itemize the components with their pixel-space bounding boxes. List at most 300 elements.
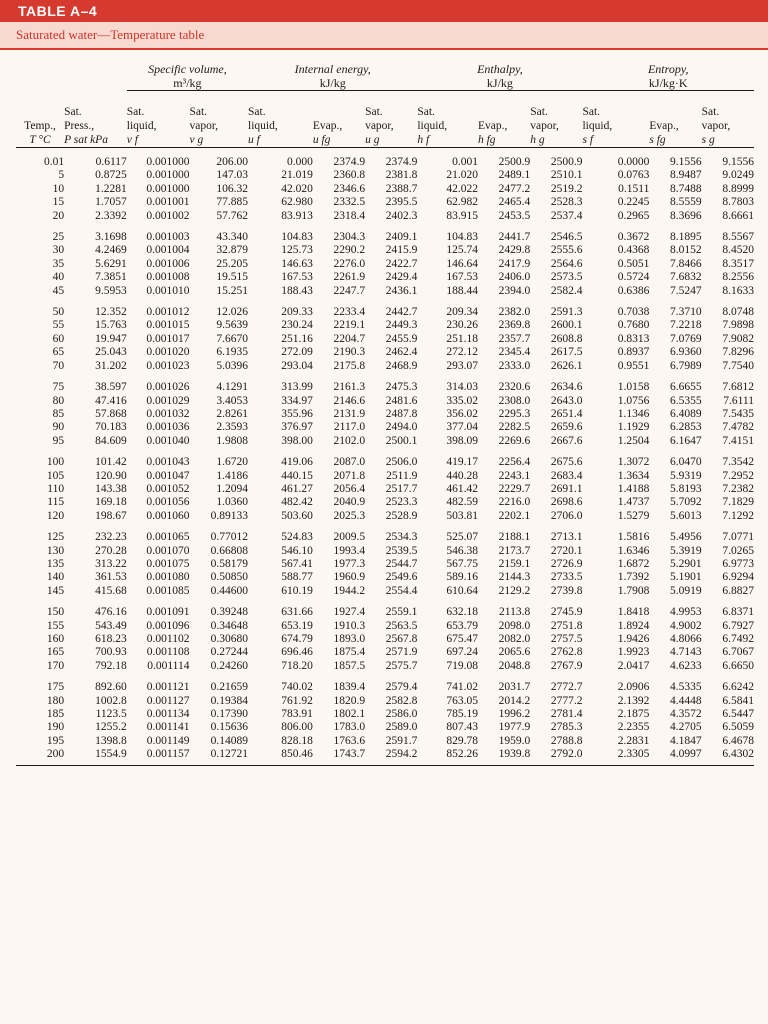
value-cell: 2528.9 (385, 509, 418, 522)
value-cell: 674.79 (281, 633, 313, 645)
value-cell: 4.1291 (216, 381, 249, 394)
value-cell: 719.08 (446, 659, 478, 672)
table-row (16, 435, 754, 448)
column-header-line (16, 105, 64, 119)
value-cell: 1123.5 (95, 708, 127, 721)
temperature-cell: 100 (46, 456, 65, 469)
value-cell: 0.001091 (146, 606, 190, 619)
value-cell: 8.3696 (670, 209, 702, 222)
temperature-cell: 60 (52, 332, 65, 345)
value-cell: 251.18 (446, 332, 478, 345)
table-row (16, 223, 754, 244)
value-cell: 0.001023 (146, 359, 190, 372)
value-cell: 198.67 (95, 509, 127, 522)
value-cell: 2188.1 (498, 531, 531, 544)
value-cell: 125.74 (446, 244, 478, 257)
value-cell: 2582.4 (550, 284, 583, 297)
value-cell: 5.2901 (670, 557, 702, 570)
value-cell: 1.0158 (617, 381, 650, 394)
value-cell: 104.83 (281, 231, 313, 244)
temperature-cell: 190 (46, 721, 65, 734)
value-cell: 2586.0 (385, 708, 418, 721)
value-cell: 2651.4 (550, 407, 583, 420)
value-cell: 7.0771 (722, 531, 754, 544)
value-cell: 2511.9 (386, 469, 418, 482)
value-cell: 4.4448 (670, 694, 702, 707)
value-cell: 7.6812 (722, 381, 754, 394)
temperature-cell: 75 (52, 381, 65, 394)
column-header-line: h fg (477, 134, 496, 146)
column-header (649, 105, 701, 148)
value-cell: 0.001060 (146, 509, 190, 522)
value-cell: 0.001000 (146, 169, 190, 182)
value-cell: 2065.6 (498, 646, 531, 659)
value-cell: 0.001040 (146, 434, 190, 447)
value-cell: 1.2281 (95, 182, 127, 195)
table-row (16, 523, 754, 544)
value-cell: 2360.8 (333, 169, 366, 182)
value-cell: 588.77 (281, 571, 313, 584)
value-cell: 2523.3 (385, 496, 418, 509)
value-cell: 482.59 (446, 496, 478, 509)
value-cell: 0.1511 (618, 182, 650, 195)
value-cell: 21.019 (281, 169, 313, 182)
value-cell: 2564.6 (550, 257, 583, 270)
value-cell: 2594.2 (365, 748, 417, 765)
value-cell: 2792.0 (530, 748, 582, 765)
value-cell: 2462.4 (385, 346, 418, 359)
column-header (478, 105, 530, 148)
value-cell: 2777.2 (550, 694, 583, 707)
value-cell: 440.15 (281, 469, 313, 482)
value-cell: 3.4053 (216, 394, 249, 407)
value-cell: 1.8418 (617, 606, 650, 619)
value-cell: 546.38 (446, 544, 478, 557)
value-cell: 6.5355 (670, 394, 702, 407)
column-header-line (649, 105, 701, 119)
value-cell: 4.5335 (670, 681, 702, 694)
value-cell: 0.001003 (146, 231, 190, 244)
value-cell: 377.04 (446, 421, 478, 434)
value-cell: 9.1556 (670, 156, 702, 168)
value-cell: 7.9898 (722, 319, 754, 332)
value-cell: 2489.1 (498, 169, 531, 182)
value-cell: 2500.9 (498, 156, 531, 168)
value-cell: 2739.8 (550, 584, 583, 597)
value-cell: 1398.8 (95, 734, 127, 747)
value-cell: 7.3542 (722, 456, 754, 469)
table-id-banner: TABLE A–4 (0, 0, 768, 22)
value-cell: 2098.0 (498, 619, 531, 632)
value-cell: 2.0906 (617, 681, 650, 694)
value-cell: 270.28 (95, 544, 127, 557)
value-cell: 8.1895 (670, 231, 702, 244)
value-cell: 19.947 (95, 332, 127, 345)
value-cell: 2406.0 (498, 271, 531, 284)
value-cell: 761.92 (281, 694, 313, 707)
value-cell: 1.0360 (216, 496, 249, 509)
value-cell: 2494.0 (385, 421, 418, 434)
column-header (189, 105, 248, 148)
value-cell: 2415.9 (385, 244, 418, 257)
table-body (16, 148, 754, 766)
value-cell: 6.9294 (722, 571, 754, 584)
temperature-cell: 65 (52, 346, 65, 359)
value-cell: 355.96 (281, 407, 313, 420)
value-cell: 806.00 (281, 721, 313, 734)
value-cell: 6.6655 (670, 381, 702, 394)
value-cell: 0.8937 (617, 346, 650, 359)
value-cell: 2308.0 (498, 394, 531, 407)
value-cell: 2290.2 (333, 244, 366, 257)
value-cell: 7.3851 (95, 271, 127, 284)
value-cell: 2422.7 (385, 257, 418, 270)
value-cell: 2683.4 (550, 469, 583, 482)
value-cell: 1.8924 (617, 619, 650, 632)
value-cell: 2546.5 (550, 231, 583, 244)
value-cell: 0.9551 (617, 359, 650, 372)
value-cell: 47.416 (95, 394, 127, 407)
value-cell: 0.001004 (146, 244, 190, 257)
value-cell: 2600.1 (550, 319, 583, 332)
value-cell: 1820.9 (333, 694, 366, 707)
temperature-cell: 45 (52, 284, 65, 297)
value-cell: 1.9808 (216, 434, 249, 447)
value-cell: 6.7989 (670, 359, 702, 372)
value-cell: 314.03 (446, 381, 478, 394)
value-cell: 0.001008 (146, 271, 190, 284)
value-cell: 4.8066 (670, 633, 702, 645)
value-cell: 2544.7 (385, 557, 418, 570)
value-cell: 6.1935 (216, 346, 249, 359)
value-cell: 9.1556 (722, 156, 754, 168)
value-cell: 1.2504 (617, 434, 650, 447)
value-cell: 0.001127 (146, 694, 190, 707)
value-cell: 0.4368 (617, 244, 650, 257)
value-cell: 2713.1 (550, 531, 583, 544)
value-cell: 0.44600 (210, 584, 249, 597)
temperature-cell: 35 (52, 257, 65, 270)
value-cell: 2455.9 (385, 332, 418, 345)
value-cell: 7.5247 (670, 284, 702, 297)
temperature-cell: 105 (46, 469, 65, 482)
column-header-line: s g (701, 134, 715, 146)
value-cell: 376.97 (281, 421, 313, 434)
value-cell: 2202.1 (498, 509, 531, 522)
value-cell: 2582.8 (385, 694, 418, 707)
value-cell: 209.33 (281, 306, 313, 319)
temperature-cell: 140 (46, 571, 65, 584)
value-cell: 852.26 (417, 748, 478, 765)
table-row (16, 360, 754, 373)
table-row (16, 395, 754, 408)
value-cell: 2261.9 (333, 271, 366, 284)
value-cell: 1.1929 (617, 421, 650, 434)
value-cell: 7.3710 (670, 306, 702, 319)
value-cell: 0.3672 (617, 231, 650, 244)
temperature-cell: 90 (52, 421, 65, 434)
table-row (16, 620, 754, 633)
column-header-line: liquid, (126, 120, 157, 132)
column-header-line: T °C (29, 134, 51, 146)
value-cell: 0.0000 (617, 156, 650, 168)
value-cell: 5.6291 (95, 257, 127, 270)
value-cell: 696.46 (281, 646, 313, 659)
table-row (16, 298, 754, 319)
value-cell: 2320.6 (498, 381, 531, 394)
value-cell: 83.913 (281, 209, 313, 222)
value-cell: 6.0470 (670, 456, 702, 469)
value-cell: 2429.8 (498, 244, 531, 257)
value-cell: 2528.3 (550, 196, 583, 209)
value-cell: 2247.7 (333, 284, 366, 297)
value-cell: 2549.6 (385, 571, 418, 584)
column-header (16, 105, 64, 148)
value-cell: 2429.4 (385, 271, 418, 284)
value-cell: 2617.5 (550, 346, 583, 359)
value-cell: 0.30680 (210, 633, 249, 645)
value-cell: 0.001020 (146, 346, 190, 359)
value-cell: 2608.8 (550, 332, 583, 345)
group-entropy (582, 62, 754, 91)
value-cell: 7.8466 (670, 257, 702, 270)
value-cell: 2113.8 (499, 606, 531, 619)
column-header-line: Sat. (248, 106, 266, 118)
column-header-line: h f (417, 134, 430, 146)
value-cell: 8.7803 (722, 196, 754, 209)
temperature-cell: 200 (16, 748, 64, 765)
temperature-cell: 180 (46, 694, 65, 707)
value-cell: 5.9319 (670, 469, 702, 482)
value-cell: 589.16 (446, 571, 478, 584)
value-cell: 334.97 (281, 394, 313, 407)
value-cell: 0.0763 (617, 169, 650, 182)
value-cell: 42.020 (281, 182, 313, 195)
value-cell: 0.001149 (146, 734, 190, 747)
value-cell: 7.5435 (722, 407, 754, 420)
value-cell: 653.19 (281, 619, 313, 632)
value-cell: 792.18 (95, 659, 127, 672)
value-cell: 8.5567 (722, 231, 754, 244)
value-cell: 2785.3 (550, 721, 583, 734)
value-cell: 188.44 (446, 284, 478, 297)
value-cell: 143.38 (95, 482, 127, 495)
table-row (16, 421, 754, 434)
value-cell: 6.5059 (722, 721, 754, 734)
value-cell: 567.75 (446, 557, 478, 570)
value-cell: 251.16 (281, 332, 313, 345)
value-cell: 2733.5 (550, 571, 583, 584)
value-cell: 8.1633 (722, 284, 754, 297)
value-cell: 4.7143 (670, 646, 702, 659)
temperature-cell: 130 (46, 544, 65, 557)
value-cell: 5.8193 (670, 482, 702, 495)
column-header-line: Sat. (701, 106, 720, 118)
table-row (16, 258, 754, 271)
value-cell: 482.42 (281, 496, 313, 509)
value-cell: 2659.6 (550, 421, 583, 434)
value-cell: 4.6233 (670, 659, 702, 672)
value-cell: 62.980 (281, 196, 313, 209)
value-cell: 2481.6 (385, 394, 418, 407)
value-cell: 2282.5 (498, 421, 531, 434)
column-header-line: Evap., (649, 120, 679, 132)
table-row (16, 448, 754, 469)
value-cell: 6.1647 (670, 434, 702, 447)
value-cell: 0.001 (452, 156, 478, 168)
value-cell: 3.1698 (95, 231, 127, 244)
value-cell: 2233.4 (333, 306, 366, 319)
value-cell: 1.7908 (617, 584, 650, 597)
value-cell: 675.47 (446, 633, 478, 645)
value-cell: 2417.9 (498, 257, 531, 270)
value-cell: 2691.1 (550, 482, 583, 495)
table-row (16, 708, 754, 721)
temperature-cell: 85 (52, 407, 65, 420)
temperature-cell: 120 (46, 509, 65, 522)
value-cell: 6.5447 (722, 708, 754, 721)
value-cell: 0.001141 (146, 721, 190, 734)
value-cell: 476.16 (95, 606, 127, 619)
value-cell: 0.5051 (617, 257, 650, 270)
value-cell: 2517.7 (385, 482, 418, 495)
value-cell: 230.24 (281, 319, 313, 332)
value-cell: 12.352 (95, 306, 127, 319)
value-cell: 1.2094 (216, 482, 249, 495)
value-cell: 0.001080 (146, 571, 190, 584)
value-cell: 7.1829 (722, 496, 754, 509)
temperature-cell: 20 (52, 209, 65, 222)
value-cell: 0.19384 (210, 694, 249, 707)
table-title: Saturated water—Temperature table (0, 22, 768, 50)
value-cell: 361.53 (95, 571, 127, 584)
value-cell: 2537.4 (550, 209, 583, 222)
value-cell: 2161.3 (333, 381, 366, 394)
value-cell: 7.2382 (722, 482, 754, 495)
table-row (16, 496, 754, 509)
value-cell: 2591.3 (550, 306, 583, 319)
value-cell: 419.17 (446, 456, 478, 469)
value-cell: 0.89133 (210, 509, 249, 522)
value-cell: 2175.8 (333, 359, 366, 372)
table-row (16, 244, 754, 257)
value-cell: 2256.4 (498, 456, 531, 469)
temperature-cell: 40 (52, 271, 65, 284)
value-cell: 230.26 (446, 319, 478, 332)
value-cell: 1002.8 (95, 694, 127, 707)
value-cell: 313.22 (95, 557, 127, 570)
column-header-line: Sat. (530, 106, 548, 118)
value-cell: 503.60 (281, 509, 313, 522)
value-cell: 2229.7 (498, 482, 531, 495)
value-cell: 6.8371 (722, 606, 754, 619)
value-cell: 1.9426 (617, 633, 650, 645)
value-cell: 2559.1 (385, 606, 418, 619)
column-header-line: v f (126, 134, 138, 146)
value-cell: 25.043 (95, 346, 127, 359)
column-header-line: Evap., (312, 120, 343, 132)
value-cell: 2243.1 (498, 469, 531, 482)
value-cell: 2720.1 (550, 544, 583, 557)
value-cell: 1.6720 (216, 456, 249, 469)
value-cell: 5.1901 (670, 571, 702, 584)
column-header-line: liquid, (248, 120, 278, 132)
value-cell: 1939.8 (478, 748, 530, 765)
value-cell: 147.03 (216, 169, 249, 182)
value-cell: 9.5953 (95, 284, 127, 297)
value-cell: 2757.5 (550, 633, 583, 645)
value-cell: 2117.0 (333, 421, 366, 434)
value-cell: 7.9082 (722, 332, 754, 345)
value-cell: 0.21659 (210, 681, 249, 694)
value-cell: 2767.9 (550, 659, 583, 672)
value-cell: 7.4151 (722, 434, 754, 447)
value-cell: 2276.0 (333, 257, 366, 270)
table-row (16, 210, 754, 223)
value-cell: 2534.3 (385, 531, 418, 544)
value-cell: 0.001002 (146, 209, 190, 222)
value-cell: 2510.1 (550, 169, 583, 182)
value-cell: 2031.7 (498, 681, 531, 694)
value-cell: 2.1392 (617, 694, 650, 707)
table-row (16, 319, 754, 332)
value-cell: 1.4188 (617, 482, 650, 495)
value-cell: 6.4302 (702, 748, 754, 765)
value-cell: 6.6242 (722, 681, 754, 694)
value-cell: 2675.6 (550, 456, 583, 469)
value-cell: 700.93 (95, 646, 127, 659)
value-cell: 0.001015 (146, 319, 190, 332)
value-cell: 2506.0 (385, 456, 418, 469)
value-cell: 0.8313 (617, 332, 650, 345)
value-cell: 146.64 (446, 257, 478, 270)
table-row (16, 333, 754, 346)
value-cell: 1839.4 (333, 681, 366, 694)
value-cell: 38.597 (95, 381, 127, 394)
value-cell: 0.001032 (146, 407, 190, 420)
value-cell: 2333.0 (498, 359, 531, 372)
value-cell: 0.001085 (146, 584, 190, 597)
temperature-cell: 155 (46, 619, 65, 632)
group-unit: kJ/kg (486, 76, 513, 90)
value-cell: 6.9773 (722, 557, 754, 570)
column-header (582, 105, 649, 148)
temperature-cell: 30 (52, 244, 65, 257)
value-cell: 6.7927 (722, 619, 754, 632)
value-cell: 2295.3 (498, 407, 531, 420)
value-cell: 2144.3 (498, 571, 531, 584)
value-cell: 15.763 (95, 319, 127, 332)
group-spacer (16, 62, 127, 91)
value-cell: 2.8261 (216, 407, 249, 420)
value-cell: 2.0417 (617, 659, 650, 672)
value-cell: 785.19 (446, 708, 478, 721)
table-row (16, 673, 754, 694)
group-internal-energy (248, 62, 417, 91)
value-cell: 1.1346 (617, 407, 650, 420)
value-cell: 7.4782 (722, 421, 754, 434)
value-cell: 6.7067 (722, 646, 754, 659)
value-cell: 0.6117 (95, 156, 127, 168)
table-row (16, 735, 754, 748)
value-cell: 0.7680 (617, 319, 650, 332)
value-cell: 7.7540 (722, 359, 754, 372)
value-cell: 543.49 (95, 619, 127, 632)
value-cell: 1743.7 (313, 748, 365, 765)
temperature-cell: 5 (58, 169, 65, 182)
table-row (16, 721, 754, 734)
value-cell: 84.609 (95, 434, 127, 447)
